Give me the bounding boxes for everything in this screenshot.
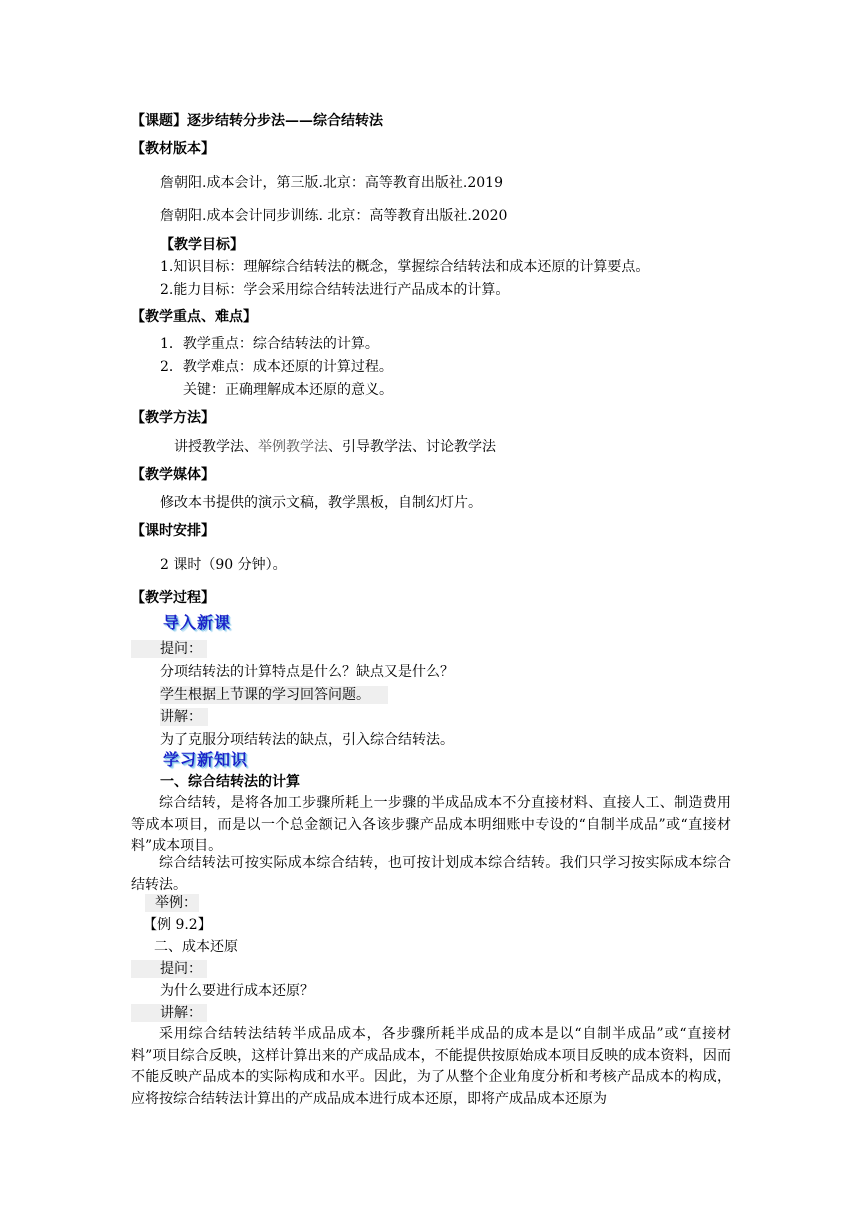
media-text: 修改本书提供的演示文稿，教学黑板，自制幻灯片。 — [160, 495, 482, 511]
textbook-line-1: 詹朝阳.成本会计，第三版.北京：高等教育出版社.2019 — [160, 175, 503, 191]
section-2-paragraph: 采用综合结转法结转半成品成本，各步骤所耗半成品的成本是以“自制半成品”或“直接材料”项目综合反映，这样计算出来的产成品成本，不能提供按原始成本项目反映的成本资料，因而不能反映产品成本的实际构成和水平。因此，为了从整个企业角度分析和考核产品成本的构成，应将按综合结转法计算出的产成品成本进行成本还原，即将产成品成本还原为 — [131, 1026, 731, 1107]
objective-item-1: 1.知识目标：理解综合结转法的概念，掌握综合结转法和成本还原的计算要点。 — [160, 259, 650, 275]
textbook-line-2: 詹朝阳.成本会计同步训练. 北京：高等教育出版社.2020 — [160, 208, 508, 224]
explain-label: 讲解： — [160, 709, 202, 725]
intro-section-title: 导入新课 — [163, 613, 232, 632]
keypoint-item-3: 关键：正确理解成本还原的意义。 — [183, 382, 393, 398]
lesson-title: 【课题】逐步结转分步法——综合结转法 — [131, 113, 383, 129]
example-reference: 【例 9.2】 — [143, 917, 212, 933]
section-1-paragraph-2: 综合结转法可按实际成本综合结转，也可按计划成本综合结转。我们只学习按实际成本综合结转法。 — [131, 855, 731, 893]
ask-2-label: 提问： — [160, 961, 202, 977]
section-1-paragraph-1: 综合结转，是将各加工步骤所耗上一步骤的半成品成本不分直接材料、直接人工、制造费用等成本项目，而是以一个总金额记入各该步骤产品成本明细账中专设的“自制半成品”或“直接材料”成本项目。 — [131, 795, 731, 854]
media-heading: 【教学媒体】 — [131, 467, 215, 483]
section-1-title: 一、综合结转法的计算 — [160, 774, 300, 790]
method-lecture: 讲授教学法、 — [174, 439, 258, 455]
textbook-heading: 【教材版本】 — [131, 141, 215, 157]
section-2-title: 二、成本还原 — [154, 939, 238, 955]
keypoint-item-2: 2．教学难点：成本还原的计算过程。 — [160, 359, 393, 375]
methods-text — [174, 437, 496, 457]
keypoints-heading: 【教学重点、难点】 — [131, 309, 257, 325]
ask-label: 提问： — [160, 641, 202, 657]
example-label: 举例： — [155, 895, 197, 911]
method-example: 举例教学法 — [258, 439, 328, 455]
schedule-heading: 【课时安排】 — [131, 523, 215, 539]
ask-2-question: 为什么要进行成本还原？ — [160, 983, 314, 999]
explain-2-label: 讲解： — [160, 1005, 202, 1021]
schedule-text: 2 课时（90 分钟）。 — [160, 557, 287, 573]
objectives-heading: 【教学目标】 — [160, 237, 244, 253]
methods-heading: 【教学方法】 — [131, 410, 215, 426]
method-others: 、引导教学法、讨论教学法 — [328, 439, 496, 455]
ask-question: 分项结转法的计算特点是什么？缺点又是什么？ — [160, 664, 454, 680]
new-knowledge-title: 学习新知识 — [163, 750, 249, 769]
process-heading: 【教学过程】 — [131, 590, 215, 606]
keypoint-item-1: 1．教学重点：综合结转法的计算。 — [160, 336, 379, 352]
explain-text: 为了克服分项结转法的缺点，引入综合结转法。 — [160, 732, 454, 748]
answer-text: 学生根据上节课的学习回答问题。 — [160, 687, 370, 703]
objective-item-2: 2.能力目标：学会采用综合结转法进行产品成本的计算。 — [160, 282, 510, 298]
